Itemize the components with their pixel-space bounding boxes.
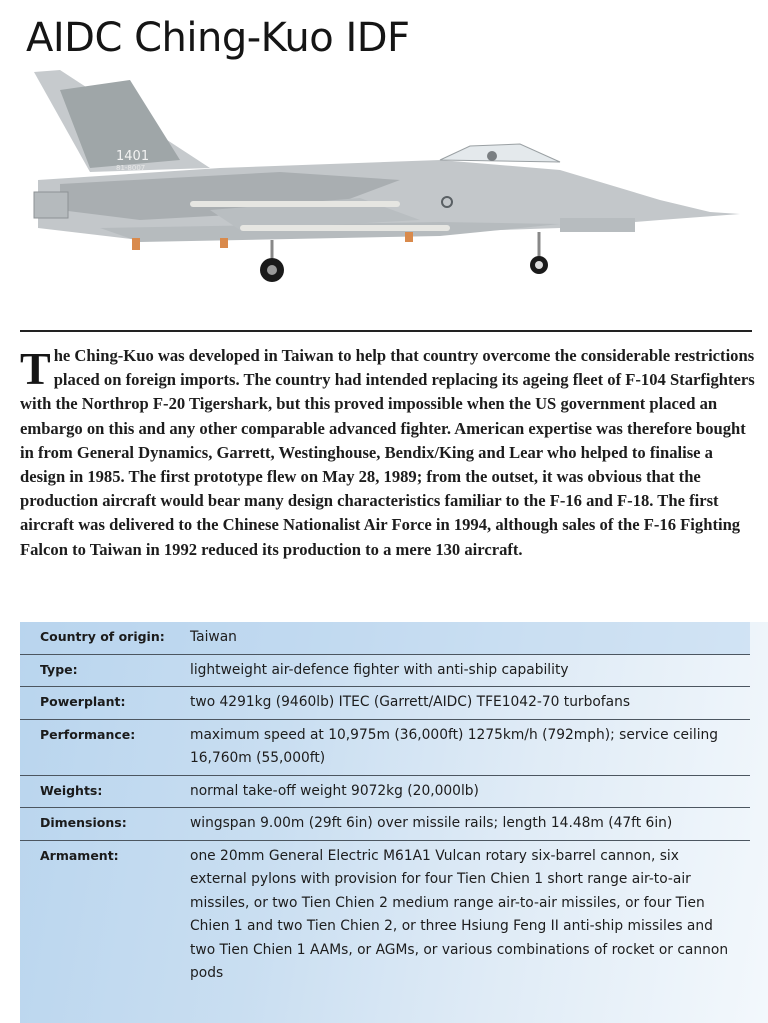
spec-row-armament (20, 841, 750, 990)
spec-label: Performance: (40, 726, 136, 742)
exhaust-nozzle (34, 192, 68, 218)
spec-row-country (20, 622, 750, 655)
article-body (20, 344, 755, 562)
pylon-3 (405, 232, 413, 242)
article-text: he Ching-Kuo was developed in Taiwan to help that country overcome the considerable restrictions placed on foreign imports. The country had intended replacing its ageing fleet of F-104 Starfighters with the Northrop F-20 Tigershark, but this proved impossible when the US government placed an embargo on this and any other comparable advanced fighter. American expertise was therefore bought in from General Dynamics, Garrett, Westinghouse, Bendix/King and Lear who helped to finalise a design in 1985. The first prototype flew on May 28, 1989; from the outset, it was obvious that the production aircraft would bear many design characteristics familiar to the F-16 and F-18. The first aircraft was delivered to the Chinese Nationalist Air Force in 1994, although sales of the F-16 Fighting Falcon to Taiwan in 1992 reduced its production to a mere 130 aircraft. (20, 346, 755, 559)
section-divider (20, 330, 752, 332)
page-title: AIDC Ching-Kuo IDF (26, 15, 410, 61)
pylon-2 (220, 238, 228, 248)
spec-value: two 4291kg (9460lb) ITEC (Garrett/AIDC) TFE1042-70 turbofans (190, 694, 631, 710)
spec-label: Type: (40, 661, 78, 677)
spec-value: Taiwan (190, 629, 237, 645)
spec-label: Dimensions: (40, 815, 127, 830)
missile-upper (190, 201, 400, 207)
spec-value: maximum speed at 10,975m (36,000ft) 1275km/h (792mph); service ceiling 16,760m (55,000ft) (190, 726, 719, 766)
specifications-table (20, 622, 750, 990)
spec-value: lightweight air-defence fighter with anti-ship capability (190, 661, 569, 678)
pylon-1 (132, 238, 140, 250)
spec-row-weights (20, 776, 750, 809)
drop-cap: T (20, 343, 51, 394)
spec-label: Weights: (40, 782, 103, 798)
aircraft-illustration (20, 60, 750, 290)
spec-label: Powerplant: (40, 694, 126, 709)
spec-label: Armament: (40, 847, 119, 863)
canopy (440, 144, 560, 162)
spec-value: wingspan 9.00m (29ft 6in) over missile rails; length 14.48m (47ft 6in) (190, 815, 673, 831)
spec-row-performance (20, 720, 750, 776)
spec-value: one 20mm General Electric M61A1 Vulcan rotary six-barrel cannon, six external pylons with provision for four Tien Chien 1 short range air-to-air missiles, or two Tien Chien 2 medium range air-to-air missiles, or four Tien Chien 1 and two Tien Chien 2, or three Hsiung Feng II anti-ship missiles and two Tien Chien 1 AAMs, or AGMs, or various combinations of rocket or cannon pods (190, 847, 729, 981)
spec-row-type (20, 655, 750, 688)
spec-row-powerplant (20, 687, 750, 720)
air-intake (560, 218, 635, 232)
spec-value: normal take-off weight 9072kg (20,000lb) (190, 782, 479, 799)
missile-lower (240, 225, 450, 231)
spec-row-dimensions (20, 808, 750, 841)
tail-number: 1401 (116, 149, 150, 164)
pilot-helmet (487, 151, 497, 161)
spec-label: Country of origin: (40, 629, 165, 644)
tail-serial: 81-8007 (116, 164, 146, 172)
specifications-panel (20, 622, 768, 1023)
